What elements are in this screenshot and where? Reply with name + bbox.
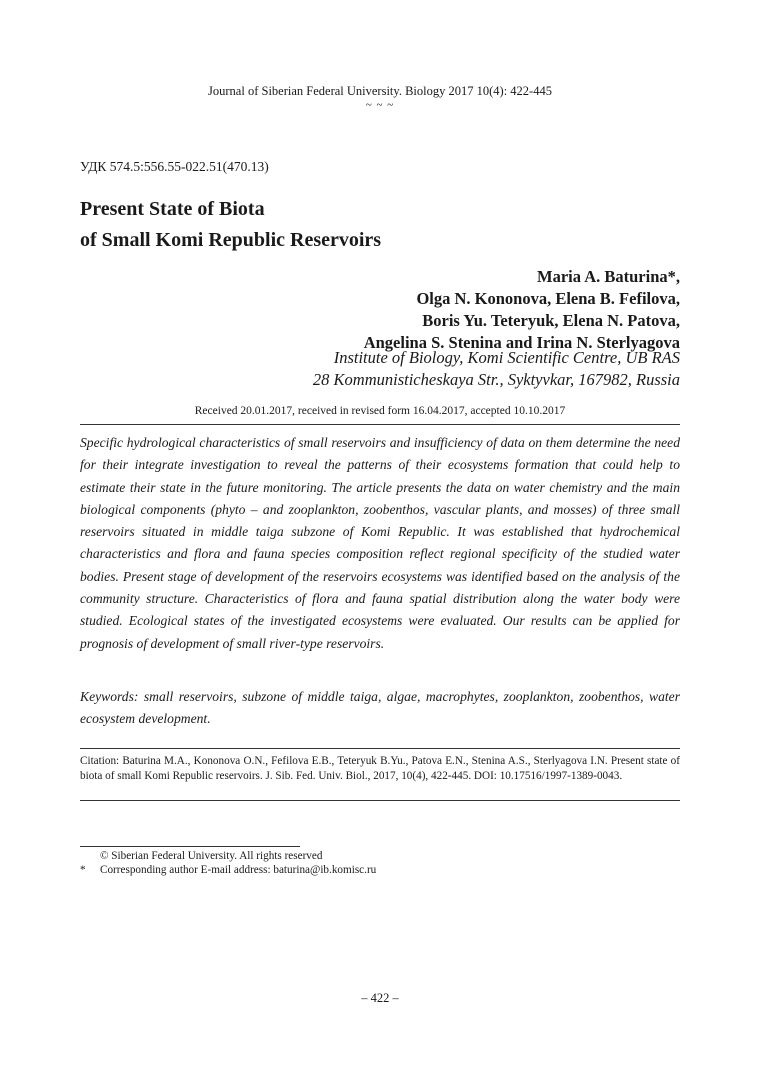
article-title-line-2: of Small Komi Republic Reservoirs xyxy=(80,229,382,251)
received-dates: Received 20.01.2017, received in revised form 16.04.2017, accepted 10.10.2017 xyxy=(194,405,566,417)
udc-code: УДК 574.5:556.55-022.51(470.13) xyxy=(80,159,269,174)
citation: Citation: Baturina M.A., Kononova O.N., Fefilova E.B., Teteryuk B.Yu., Patova E.N., Stenina A.S., Sterlyagova I.N. Present state of biota of small Komi Republic reservoirs. J. Sib. Fed. Univ. Biol., 2017, 10(4), 422-445. DOI: 10.17516/1997-1389-0043. xyxy=(80,755,680,782)
author-line-2: Olga N. Kononova, Elena B. Fefilova, xyxy=(416,289,680,308)
footnote-asterisk: * xyxy=(80,864,86,876)
author-line-1: Maria A. Baturina*, xyxy=(537,267,680,286)
affiliation-institute: Institute of Biology, Komi Scientific Centre, UB RAS xyxy=(333,348,680,367)
article-title-line-1: Present State of Biota xyxy=(80,198,265,220)
abstract xyxy=(80,432,680,655)
footnote-rule xyxy=(80,846,300,847)
corresponding-author-text: Corresponding author E-mail address: baturina@ib.komisc.ru xyxy=(100,864,377,876)
abstract-text: Specific hydrological characteristics of small reservoirs and insufficiency of data on them determine the need for their integrate investigation to reveal the patterns of their ecosystems formation that could help to estimate their state in the future monitoring. The article presents the data on water chemistry and the main biological components (phyto – and zooplankton, zoobenthos, vascular plants, and mosses) of three small reservoirs situated in middle taiga subzone of Komi Republic. It was established that hydrochemical characteristics and flora and fauna species composition reflect regional specificity of the studied water bodies. Present stage of development of the reservoirs ecosystems was identified based on the analysis of the community structure. Characteristics of flora and fauna spatial distribution along the water body were studied. Ecological states of the investigated ecosystems were evaluated. Our results can be applied for prognosis of development of small river-type reservoirs. xyxy=(80,435,680,651)
author-line-3: Boris Yu. Teteryuk, Elena N. Patova, xyxy=(422,311,680,330)
author-line-4: Angelina S. Stenina and Irina N. Sterlyagova xyxy=(363,333,680,352)
copyright-text: © Siberian Federal University. All rights reserved xyxy=(100,850,323,862)
page-number: – 422 – xyxy=(361,991,399,1005)
citation-bottom-rule xyxy=(80,800,680,801)
citation-top-rule xyxy=(80,748,680,749)
keywords: Keywords: small reservoirs, subzone of middle taiga, algae, macrophytes, zooplankton, zoobenthos, water ecosystem development. xyxy=(80,689,680,727)
affiliation-address: 28 Kommunisticheskaya Str., Syktyvkar, 167982, Russia xyxy=(312,370,680,389)
footnote-corresponding xyxy=(80,863,680,877)
abstract-top-rule xyxy=(80,424,680,425)
footnote-copyright xyxy=(80,849,680,863)
journal-header: Journal of Siberian Federal University. Biology 2017 10(4): 422-445 xyxy=(208,84,552,98)
header-separator: ~ ~ ~ xyxy=(365,99,395,111)
